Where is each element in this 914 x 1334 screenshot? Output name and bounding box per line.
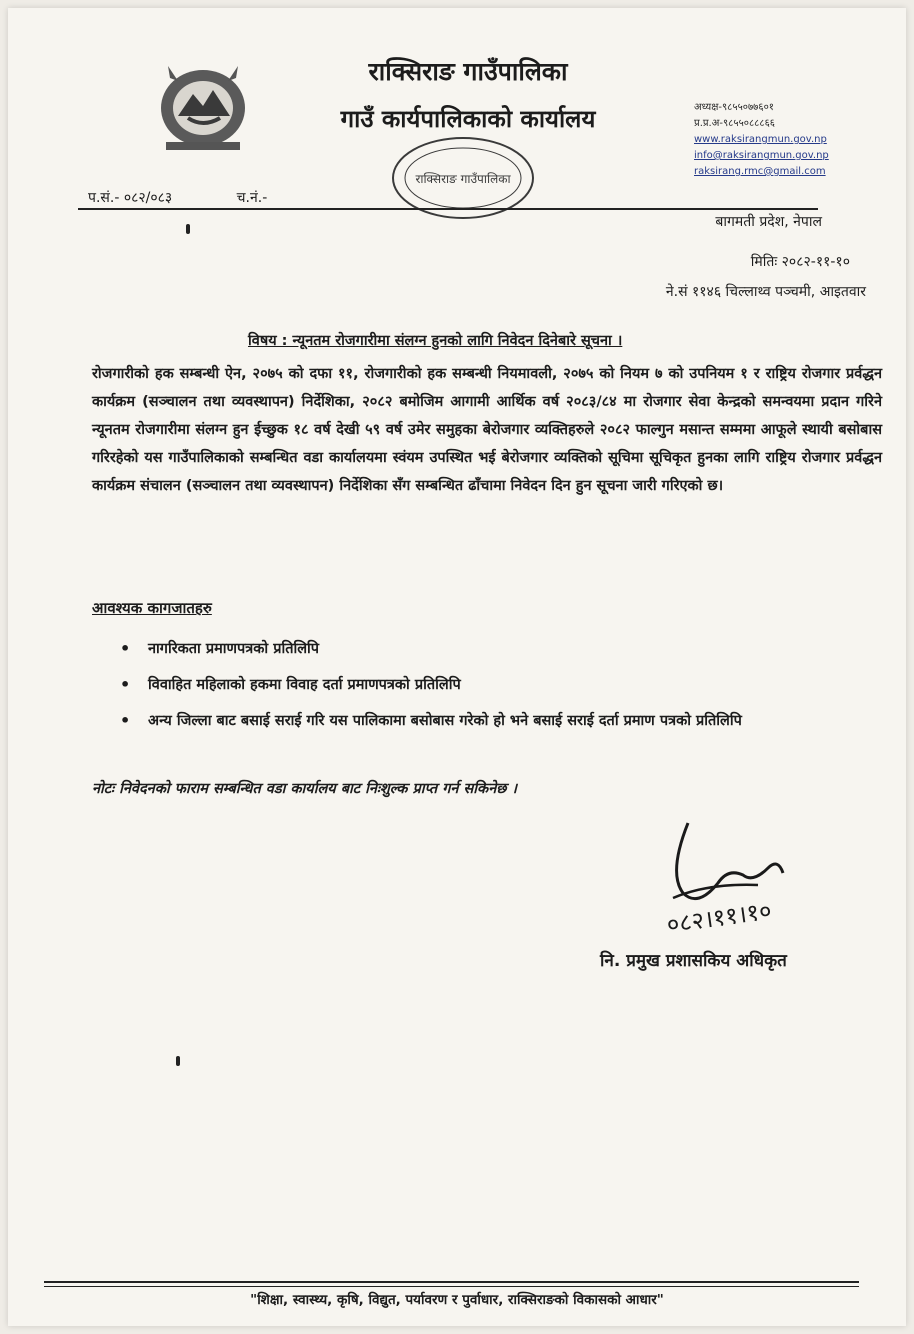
phone-chief: अध्यक्ष-९८५५०७७६०१ (694, 102, 774, 113)
notice-letter (8, 8, 906, 1326)
header-divider (78, 208, 818, 210)
footer-divider (44, 1286, 859, 1287)
email-info-link[interactable]: info@raksirangmun.gov.np (694, 150, 829, 161)
list-item: • नागरिकता प्रमाणपत्रको प्रतिलिपि (112, 636, 882, 662)
footer-motto: "शिक्षा, स्वास्थ्य, कृषि, विद्युत, पर्यावरण र पुर्वाधार, राक्सिराङको विकासको आधार" (250, 1292, 664, 1308)
subject-line: विषय : न्यूनतम रोजगारीमा संलग्न हुनको लागि निवेदन दिनेबारे सूचना । (248, 333, 623, 349)
list-item: • विवाहित महिलाको हकमा विवाह दर्ता प्रमाणपत्रको प्रतिलिपि (112, 672, 882, 698)
ink-mark (176, 1056, 180, 1066)
phone-cao: प्र.प्र.अ-९८५५०८८८६६ (694, 118, 775, 129)
documents-heading: आवश्यक कागजातहरु (92, 599, 212, 617)
reference-bar (88, 188, 267, 207)
org-name: राक्सिराङ गाउँपालिका (368, 57, 568, 86)
chalani-number: च.नं.- (236, 190, 268, 206)
office-name: गाउँ कार्यपालिकाको कार्यालय (340, 105, 596, 133)
stamp-text: राक्सिराङ गाउँपालिका (415, 172, 511, 186)
notice-body: रोजगारीको हक सम्बन्धी ऐन, २०७५ को दफा ११, रोजगारीको हक सम्बन्धी नियमावली, २०७५ को नियम ७ को उपनियम १ र राष्ट्रिय रोजगार प्रर्वद्धन कार्यक्रम (सञ्चालन तथा व्यवस्थापन) निर्देशिका, २०८२ बमोजिम आगामी आर्थिक वर्ष २०८३/८४ मा रोजगार सेवा केन्द्रको समन्वयमा प्रदान गरिने न्यूनतम रोजगारीमा संलग्न हुन ईच्छुक १८ वर्ष देखी ५९ वर्ष उमेर समुहका बेरोजगार व्यक्तिहरुले २०८२ फाल्गुन मसान्त सम्ममा आफूले स्थायी बसोबास गरिरहेको यस गाउँपालिकाको सम्बन्धित वडा कार्यालयमा स्वंयम उपस्थित भई बेरोजगार व्यक्तिको सूचिमा सूचिकृत हुनका लागि राष्ट्रिय रोजगार प्रर्वद्धन कार्यक्रम संचालन (सञ्चालन तथा व्यवस्थापन) निर्देशिका सँग सम्बन्धित ढाँचामा निवेदन दिन हुन सूचना जारी गरिएको छ। (92, 366, 882, 494)
list-item: • अन्य जिल्ला बाट बसाई सराई गरि यस पालिकामा बसोबास गरेको हो भने बसाई सराई दर्ता प्रमाण पत्रको प्रतिलिपि (112, 708, 882, 734)
nepal-emblem-logo (148, 56, 258, 156)
province-label: बागमती प्रदेश, नेपाल (715, 214, 822, 230)
footer-divider (44, 1281, 859, 1283)
signature-date: ०८२।११।१० (664, 896, 774, 939)
ink-mark (186, 224, 190, 234)
letter-date: मितिः २०८२-११-१० (750, 254, 850, 270)
contact-block (694, 100, 829, 180)
email-rmc-link[interactable]: raksirang.rmc@gmail.com (694, 166, 826, 177)
nepal-sambat-date: ने.सं ११४६ चिल्लाथ्व पञ्चमी, आइतवार (665, 284, 866, 300)
documents-list (112, 636, 882, 744)
website-link[interactable]: www.raksirangmun.gov.np (694, 134, 827, 145)
note-text: नोटः निवेदनको फाराम सम्बन्धित वडा कार्यालय बाट निःशुल्क प्राप्त गर्न सकिनेछ । (92, 781, 517, 797)
signatory-title: नि. प्रमुख प्रशासकिय अधिकृत (600, 951, 787, 971)
reference-number: प.सं.- ०८२/०८३ (88, 190, 173, 206)
